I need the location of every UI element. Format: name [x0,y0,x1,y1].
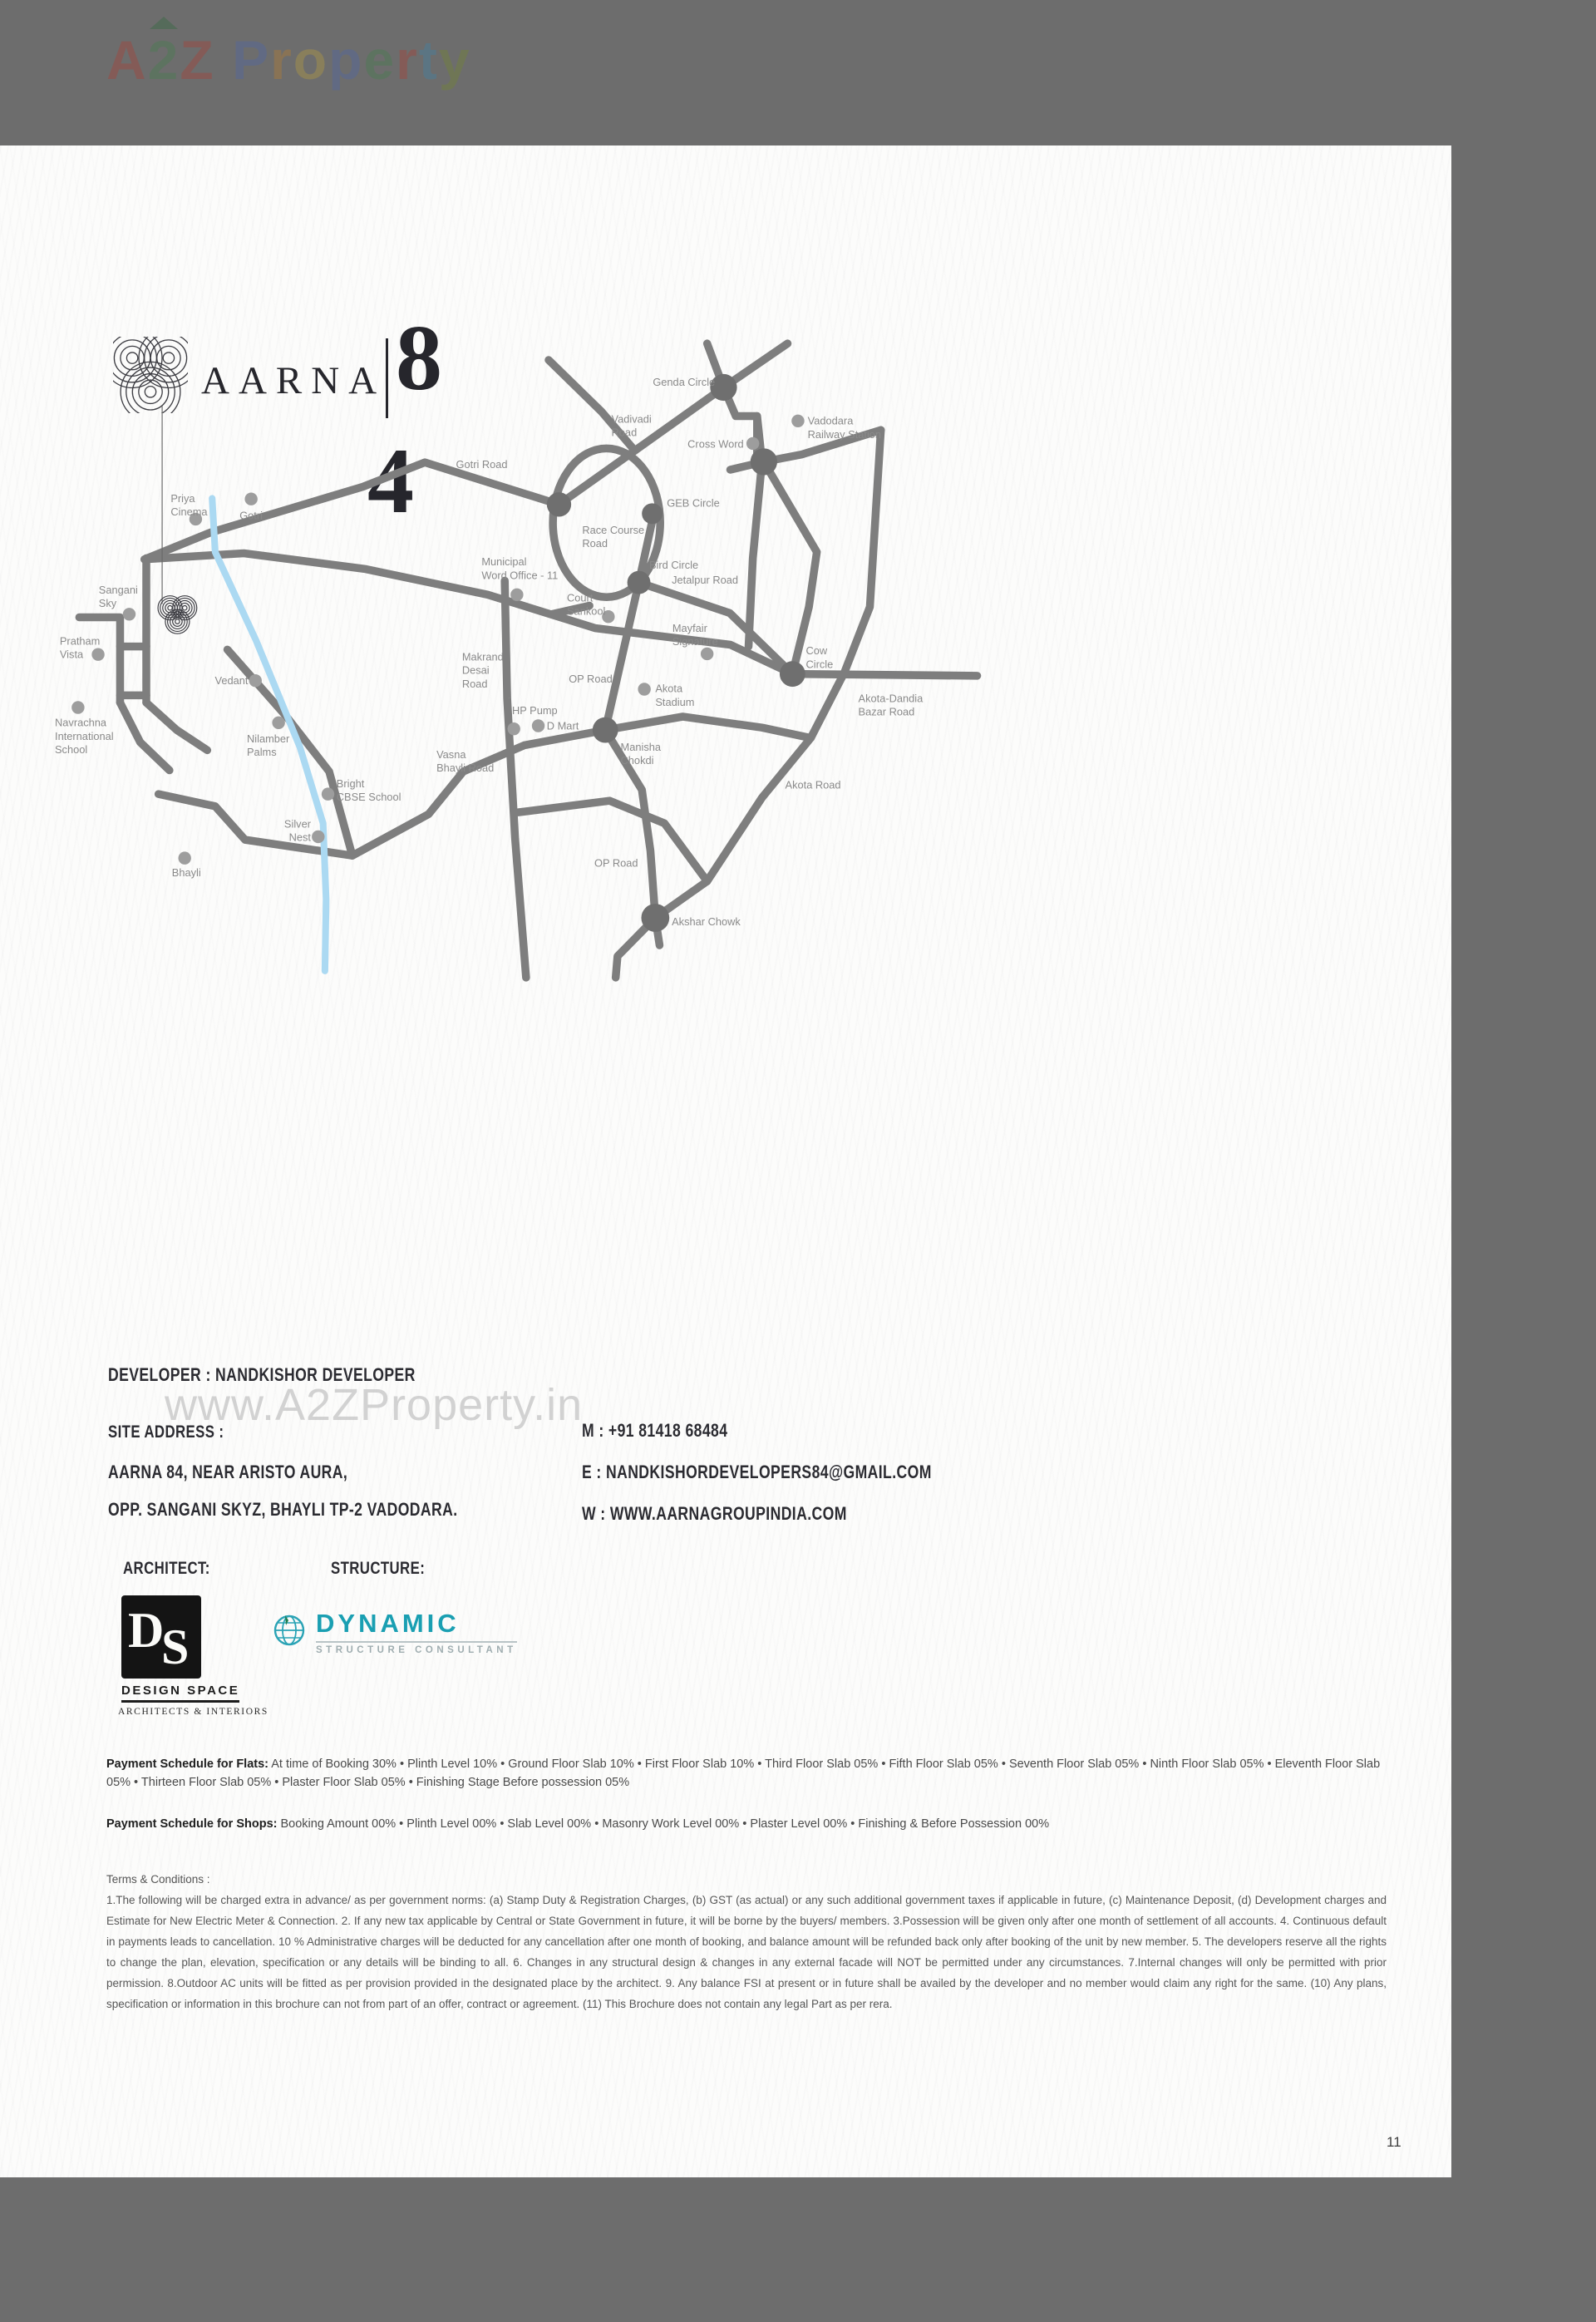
payment-schedule-flats: Payment Schedule for Flats: At time of Booking 30% • Plinth Level 10% • Ground Floor Slab 10% • First Floor Slab 10% • Third Floor Slab 05% • Fifth Floor Slab 05% • Seventh Floor Slab 05% • Ninth Floor Slab 05% • Eleventh Floor Slab 05% • Thirteen Floor Slab 05% • Plaster Floor Slab 05% • Finishing Stage Before possession 05% [106,1758,1381,1789]
road [605,717,810,738]
paper-page [0,145,1451,2177]
map-label: Cow Circle [805,644,834,671]
brand-name: AARNA [201,359,387,402]
brand-number: 84 [367,307,442,533]
map-label: Priya Cinema [170,491,208,518]
site-address-line1: AARNA 84, NEAR ARISTO AURA, [108,1462,348,1482]
a2z-letter: o [293,29,329,91]
roof-icon [150,17,178,29]
structure-heading: STRUCTURE: [331,1559,426,1578]
map-label: Court Sankool [567,591,606,618]
map-label: Manisha Chokdi [620,741,662,767]
poi-dot-bhayli [179,851,191,864]
map-label: Navrachna International School [55,716,114,756]
a2z-letter: y [438,29,471,91]
site-address-line2: OPP. SANGANI SKYZ, BHAYLI TP-2 VADODARA. [108,1499,458,1520]
poi-dot-gotri [244,493,257,505]
payment-schedule-shops: Payment Schedule for Shops: Booking Amount 00% • Plinth Level 00% • Slab Level 00% • Masonry Work Level 00% • Plaster Level 00% • Finishing & Before Possession 00% [106,1817,1050,1831]
map-label: HP Pump [512,704,558,717]
poi-dot-vedant [249,674,262,687]
junction-node [751,448,777,475]
globe-icon [271,1609,308,1652]
map-label: Akota Road [785,778,841,791]
poi-dot-cross-word [746,437,759,450]
map-label: Bright CBSE School [336,777,401,804]
a2z-property-logo [106,28,471,91]
map-label: Sangani Sky [98,583,138,609]
dynamic-subtitle: STRUCTURE CONSULTANT [316,1641,517,1655]
map-label: Jetalpur Road [672,574,739,587]
junction-node [642,503,663,524]
map-label: Gotri Road [456,457,508,471]
a2z-letter [215,28,232,91]
contact-mobile: M : +91 81418 68484 [582,1420,728,1441]
a2z-letter: r [396,29,419,91]
design-space-logo: D S [121,1595,201,1679]
map-label: Akshar Chowk [672,915,741,928]
poi-dot-akota-stadium [638,683,650,695]
map-label: Cross Word [687,437,744,451]
poi-dot-bright-cbse [322,787,334,800]
poi-dot-silver-nest [312,831,324,843]
junction-node [641,904,669,932]
map-label: OP Road [569,672,613,685]
junction-node [628,571,651,594]
terms-body: 1.The following will be charged extra in advance/ as per government norms: (a) Stamp Duty & Registration Charges, (b) GST (as actual) or any such additional government taxes if applicable in future, (c) Maintenance Deposit, (d) Development charges and Estimate for New Electric Meter & Connection. 2. If any new tax applicable by Central or State Government in future, it will be borne by the buyers/ members. 3.Possession will be given only after one month of settlement of all accounts. 4. Continuous default in payments leads to cancellation. 10 % Administrative charges will be deducted for any cancellation after one month of booking, and balance amount will be refunded back only after booking of the unit by new member. 5. The developers reserve all the rights to change the plan, elevation, specification or any details will be binding to all. 6. Changes in any structural design & changes in any external facade will NOT be permitted under any circumstances. 7.Internal changes will only be permitted with prior permission. 8.Outdoor AC units will be fitted as per provision provided in the designated place by the architect. 9. Any balance FSI at present or in future shall be availed by the developer and no member would claim any right for the same. (10) Any plans, specification or information in this brochure can not from part of an offer, contract or agreement. (11) This Brochure does not contain any legal Part as per rera. [106,1894,1387,2010]
a2z-letter: p [328,29,364,91]
poi-dot-mayfair-signature [701,648,713,660]
road [505,580,526,977]
map-label: Nilamber Palms [247,732,290,758]
dynamic-logo [271,1609,517,1655]
road [518,801,707,881]
map-label: D Mart [546,719,579,732]
map-label: Genda Circle [653,375,716,388]
road [605,583,638,730]
map-label: Makrand Desai Road [461,650,504,690]
junction-node [593,717,618,743]
map-label: OP Road [594,856,638,870]
road [792,674,977,676]
map-label: Akota Stadium [655,682,695,708]
design-space-subtitle: ARCHITECTS & INTERIORS [118,1707,268,1717]
a2z-letter: Z [180,29,215,91]
location-map [0,333,1451,1247]
road [764,461,817,673]
a2z-letter: t [418,29,439,91]
map-label: Akota-Dandia Bazar Road [858,692,924,718]
a2z-letter: r [270,29,293,91]
a2z-letter: e [363,29,397,91]
map-label: Gotri [239,509,264,522]
a2zproperty-watermark: www.A2ZProperty.in [165,1380,584,1430]
road [146,703,207,750]
junction-node [780,661,805,687]
poi-dot-vadodara-railway-station [791,415,804,427]
a2z-letter: P [232,29,271,91]
poi-dot-hp-pump [508,722,520,735]
developer-line: DEVELOPER : NANDKISHOR DEVELOPER [108,1364,416,1385]
map-label: Bhayli [171,866,201,880]
a2z-letter: 2 [148,28,180,91]
poi-dot-sangani-sky [123,608,135,620]
contact-website: W : WWW.AARNAGROUPINDIA.COM [582,1503,847,1524]
poi-dot-nilamber-palms [272,717,284,729]
map-label: Vadivadi Road [611,412,652,439]
map-label: Vasna Bhayli Road [436,747,495,774]
dynamic-name: DYNAMIC [316,1609,460,1638]
design-space-name: DESIGN SPACE [121,1684,239,1703]
site-address-heading: SITE ADDRESS : [108,1422,224,1442]
architect-heading: ARCHITECT: [123,1559,210,1578]
map-label: Vedant [214,674,249,688]
page-number: 11 [1387,2134,1401,2150]
a2z-letter: A [106,29,148,91]
poi-dot-d-mart [532,719,544,732]
map-label: Pratham Vista [59,634,101,661]
poi-dot-municipal-word-office [510,589,523,601]
map-label: Vadodara Railway Station [807,414,882,441]
map-label: Race Course Road [582,524,645,550]
contact-email: E : NANDKISHORDEVELOPERS84@GMAIL.COM [582,1462,932,1482]
map-label: Mayfair Signature [672,622,718,648]
map-label: GEB Circle [667,496,720,510]
poi-dot-pratham-vista [91,648,104,661]
map-label: Silver Nest [283,817,311,844]
poi-dot-navrachna-school [71,701,84,713]
map-label: Bird Circle [649,558,699,571]
map-label: Municipal Word Office - 11 [481,555,559,582]
junction-node [547,492,571,516]
terms-heading: Terms & Conditions : [106,1873,210,1886]
